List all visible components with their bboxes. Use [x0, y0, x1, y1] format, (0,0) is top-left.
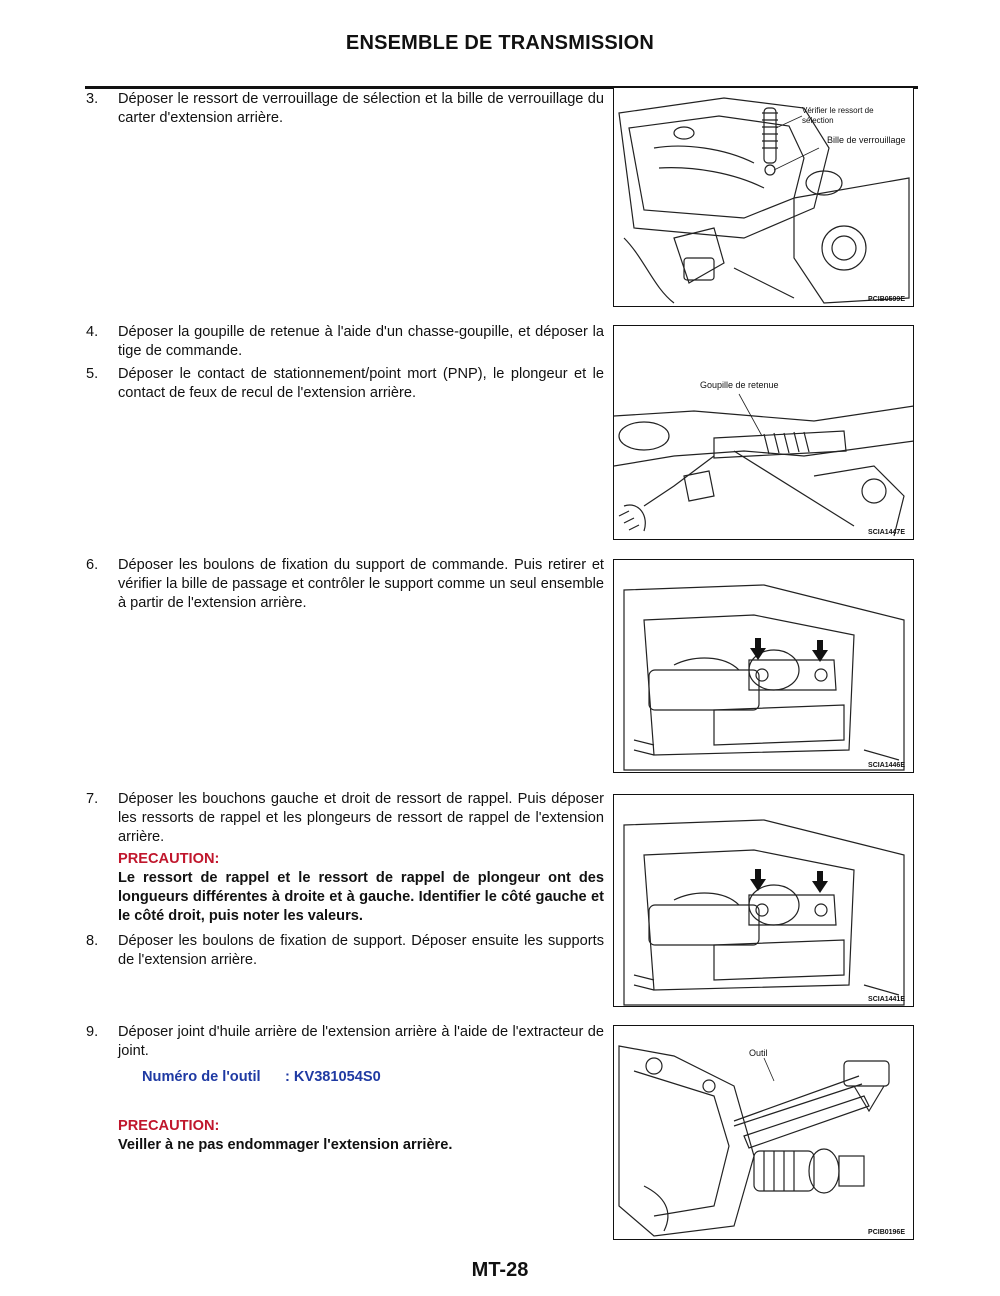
- step-number: 9.: [86, 1024, 99, 1040]
- figure-label: Vérifier le ressort de sélection: [802, 106, 874, 125]
- caution-text: Veiller à ne pas endommager l'extension arrière.: [118, 1137, 453, 1153]
- figure-code: PCIB0196E: [868, 1229, 905, 1236]
- step-text: Déposer les boulons de fixation du support de commande. Puis retirer et vérifier la bille de passage et contrôler le support comme un seul ensemble à partir de l'extension arrière.: [118, 557, 604, 611]
- figure-return-spring: [613, 794, 914, 1007]
- step-text: Déposer la goupille de retenue à l'aide d'un chasse-goupille, et déposer la tige de commande.: [118, 324, 604, 359]
- step-text: Déposer joint d'huile arrière de l'extension arrière à l'aide de l'extracteur de joint.: [118, 1024, 604, 1059]
- caution-text: Le ressort de rappel et le ressort de rappel de plongeur ont des longueurs différentes à droite et à gauche. Identifier le côté gauche et le côté droit, puis noter les valeurs.: [118, 870, 604, 924]
- step-number: 4.: [86, 324, 99, 340]
- figure-label: Bille de verrouillage: [827, 135, 906, 145]
- page-title: ENSEMBLE DE TRANSMISSION: [345, 32, 655, 54]
- figure-control-bracket: [613, 559, 914, 773]
- figure-label: Goupille de retenue: [700, 380, 779, 390]
- step-text: Déposer le contact de stationnement/point mort (PNP), le plongeur et le contact de feux de recul de l'extension arrière.: [118, 366, 604, 401]
- seal-puller-illustration: [614, 1026, 914, 1240]
- control-bracket-illustration: [614, 560, 914, 773]
- figure-lock-spring: [613, 87, 914, 307]
- step-number: 6.: [86, 557, 99, 573]
- step-text: Déposer les bouchons gauche et droit de ressort de rappel. Puis déposer les ressorts de rappel et les plongeurs de ressort de rappel de l'extension arrière.: [118, 791, 604, 845]
- step-6: [86, 556, 604, 613]
- figure-retaining-pin: [613, 325, 914, 540]
- step-text: Déposer le ressort de verrouillage de sélection et la bille de verrouillage du carter d'extension arrière.: [118, 91, 604, 126]
- return-spring-illustration: [614, 795, 914, 1007]
- step-number: 8.: [86, 933, 99, 949]
- figure-oil-seal-tool: [613, 1025, 914, 1240]
- figure-code: SCIA1446E: [868, 762, 905, 769]
- figure-label: Outil: [749, 1048, 768, 1058]
- shift-rod-illustration: [614, 326, 914, 540]
- figure-code: PCIB0599E: [868, 296, 905, 303]
- step-8: [86, 932, 604, 970]
- step-number: 3.: [86, 91, 99, 107]
- step-9: [86, 1023, 604, 1061]
- tool-number-value: : KV381054S0: [285, 1069, 381, 1085]
- step-7: [86, 790, 604, 926]
- figure-code: SCIA1441E: [868, 996, 905, 1003]
- tool-number-label: Numéro de l'outil: [142, 1069, 261, 1085]
- step-text: Déposer les boulons de fixation de support. Déposer ensuite les supports de l'extension arrière.: [118, 933, 604, 968]
- step-5: [86, 365, 604, 403]
- step-number: 7.: [86, 791, 99, 807]
- caution-heading: PRECAUTION:: [118, 1118, 220, 1134]
- caution-heading: PRECAUTION:: [118, 851, 220, 867]
- step-3: [86, 90, 604, 128]
- step-9-caution: [86, 1117, 604, 1155]
- figure-code: SCIA1447E: [868, 529, 905, 536]
- step-number: 5.: [86, 366, 99, 382]
- page-number: MT-28: [471, 1259, 529, 1281]
- step-4: [86, 323, 604, 361]
